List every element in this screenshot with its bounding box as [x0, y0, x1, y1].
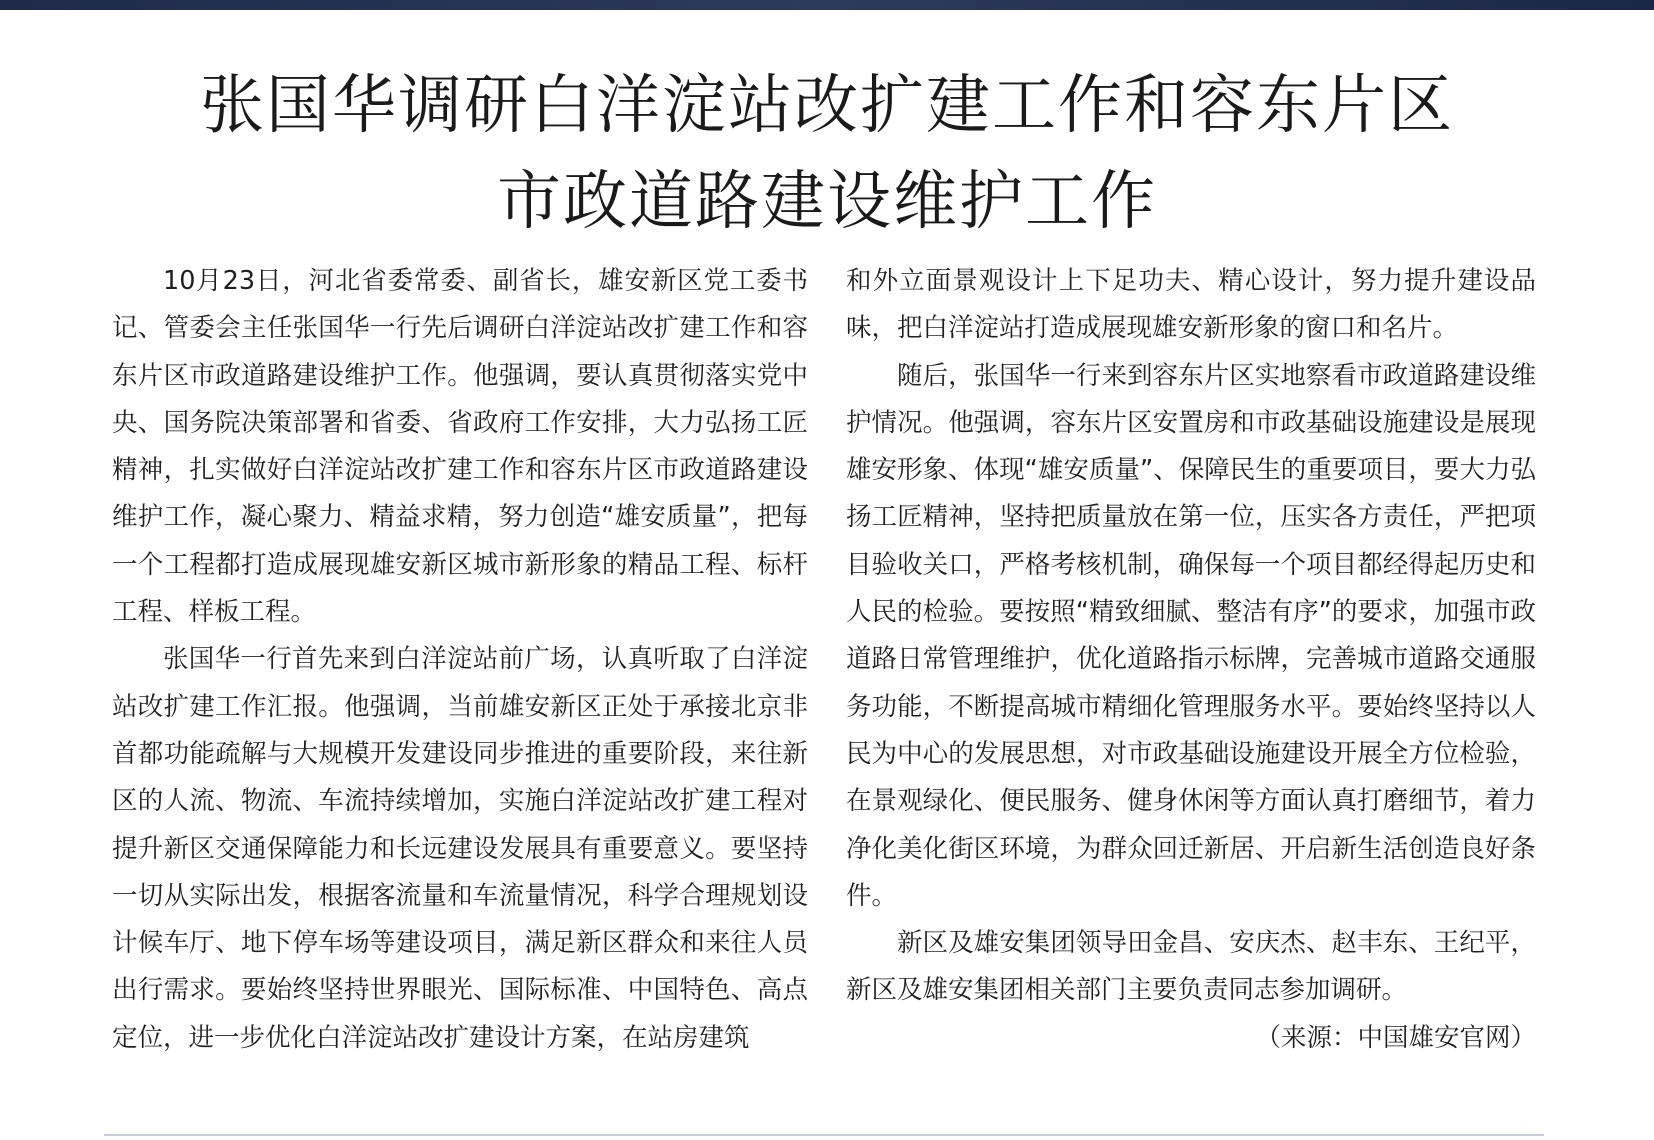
article-paragraph-3: 随后，张国华一行来到容东片区实地察看市政道路建设维护情况。他强调，容东片区安置房和市政基础设施建设是展现雄安形象、体现“雄安质量”、保障民生的重要项目，要大力弘扬工匠精神，坚持把质量放在第一位，压实各方责任，严把项目验收关口，严格考核机制，确保每一个项目都经得起历史和人民的检验。要按照“精致细腻、整洁有序”的要求，加强市政道路日常管理维护，优化道路指示标牌，完善城市道路交通服务功能，不断提高城市精细化管理服务水平。要始终坚持以人民为中心的发展思想，对市政基础设施建设开展全方位检验，在景观绿化、便民服务、健身休闲等方面认真打磨细节，着力净化美化街区环境，为群众回迁新居、开启新生活创造良好条件。	[846, 360, 1536, 911]
article-title-line-1: 张国华调研白洋淀站改扩建工作和容东片区	[200, 69, 1454, 143]
article-title-line-2: 市政道路建设维护工作	[497, 165, 1157, 239]
article-paragraph-1: 10月23日，河北省委常委、副省长，雄安新区党工委书记、管委会主任张国华一行先后调研白洋淀站改扩建工作和容东片区市政道路建设维护工作。他强调，要认真贯彻落实党中央、国务院决策部署和省委、省政府工作安排，大力弘扬工匠精神，扎实做好白洋淀站改扩建工作和容东片区市政道路建设维护工作，凝心聚力、精益求精，努力创造“雄安质量”，把每一个工程都打造成展现雄安新区城市新形象的精品工程、标杆工程、样板工程。	[112, 266, 808, 628]
article-source: （来源：中国雄安官网）	[1255, 1022, 1536, 1053]
article-paragraph-4: 新区及雄安集团领导田金昌、安庆杰、赵丰东、王纪平，新区及雄安集团相关部门主要负责同志参加调研。	[846, 928, 1536, 1006]
article-paragraph-2: 张国华一行首先来到白洋淀站前广场，认真听取了白洋淀站改扩建工作汇报。他强调，当前雄安新区正处于承接北京非首都功能疏解与大规模开发建设同步推进的重要阶段，来往新区的人流、物流、车流持续增加，实施白洋淀站改扩建工程对提升新区交通保障能力和长远建设发展具有重要意义。要坚持一切从实际出发，根据客流量和车流量情况，科学合理规划设计候车厅、地下停车场等建设项目，满足新区群众和来往人员出行需求。要始终坚持世界眼光、国际标准、中国特色、高点定位，进一步优化白洋淀站改扩建设计方案，在站房建筑	[112, 644, 808, 1053]
article-paragraph-2-continued: 和外立面景观设计上下足功夫、精心设计，努力提升建设品味，把白洋淀站打造成展现雄安新形象的窗口和名片。	[846, 266, 1536, 344]
article-source-line	[846, 1015, 1536, 1062]
article-column-left	[112, 258, 808, 1062]
bottom-divider	[104, 1134, 1544, 1136]
article-column-right	[846, 258, 1536, 1062]
top-banner-bar	[0, 0, 1654, 10]
article-title	[0, 58, 1654, 250]
